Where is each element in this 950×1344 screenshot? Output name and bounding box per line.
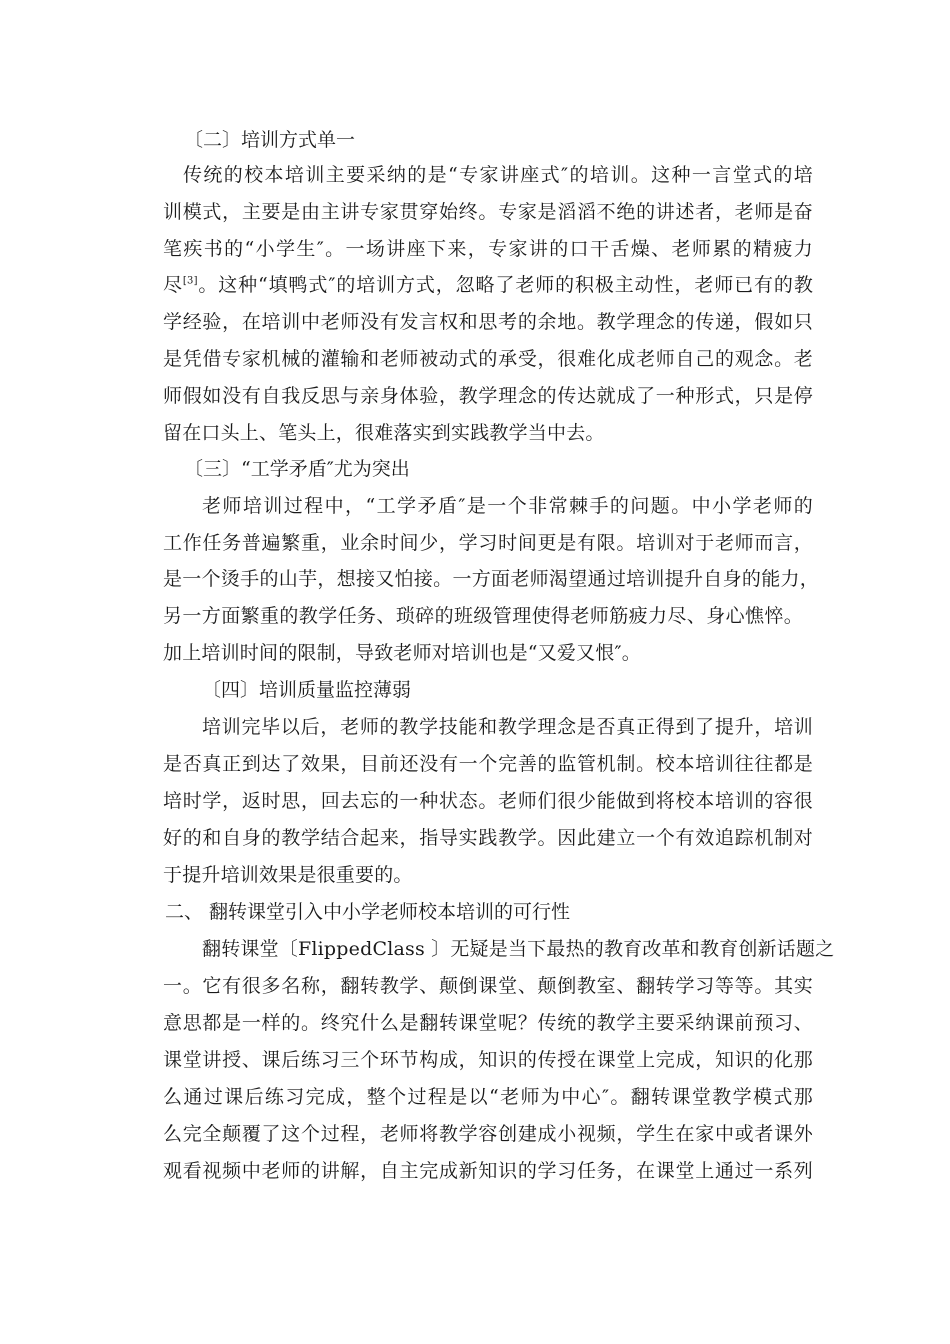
chapter-heading: 二、 翻转课堂引入中小学老师校本培训的可行性 (165, 901, 571, 923)
section-heading: 〔三〕“工学矛盾″尤为突出 (184, 458, 410, 480)
paragraph-line: 观看视频中老师的讲解，自主完成新知识的学习任务，在课堂上通过一系列 (163, 1160, 813, 1182)
paragraph-line: 传统的校本培训主要采纳的是“专家讲座式″的培训。这种一言堂式的培 (183, 164, 813, 186)
paragraph-line: 留在口头上、笔头上，很难落实到实践教学当中去。 (163, 422, 605, 444)
section-heading: 〔四〕培训质量监控薄弱 (202, 679, 412, 701)
paragraph-line: 是凭借专家机械的灌输和老师被动式的承受，很难化成老师自己的观念。老 (163, 348, 813, 370)
paragraph-line: 工作任务普遍繁重，业余时间少，学习时间更是有限。培训对于老师而言， (163, 532, 813, 554)
paragraph-line: 是否真正到达了效果，目前还没有一个完善的监管机制。校本培训往往都是 (163, 753, 813, 775)
paragraph-line: 另一方面繁重的教学任务、琐碎的班级管理使得老师筋疲力尽、身心憔悴。 (163, 605, 803, 627)
paragraph-line: 学经验，在培训中老师没有发言权和思考的余地。教学理念的传递，假如只 (163, 311, 813, 333)
paragraph-line: 翻转课堂〔FlippedClass 〕无疑是当下最热的教育改革和教育创新话题之 (202, 938, 835, 960)
paragraph-line: 师假如没有自我反思与亲身体验，教学理念的传达就成了一种形式，只是停 (163, 385, 813, 407)
paragraph-line: 一。它有很多名称，翻转教学、颠倒课堂、颠倒教室、翻转学习等等。其实 (163, 975, 813, 997)
paragraph-line: 于提升培训效果是很重要的。 (163, 864, 413, 886)
paragraph-line: 么通过课后练习完成，整个过程是以“老师为中心″。翻转课堂教学模式那 (163, 1086, 813, 1108)
paragraph-line: 是一个烫手的山芋，想接又怕接。一方面老师渴望通过培训提升自身的能力， (163, 568, 819, 590)
paragraph-line: 么完全颠覆了这个过程，老师将教学容创建成小视频，学生在家中或者课外 (163, 1123, 813, 1145)
paragraph-line: 培训完毕以后，老师的教学技能和教学理念是否真正得到了提升，培训 (202, 716, 813, 738)
citation-ref: [3] (182, 275, 198, 287)
line-sep: 。 (197, 274, 219, 296)
paragraph-line-with-citation (163, 273, 813, 297)
line-text: 这种“填鸭式″的培训方式，忽略了老师的积极主动性，老师已有的教 (218, 274, 814, 296)
paragraph-line: 培时学，返时思，回去忘的一种状态。老师们很少能做到将校本培训的容很 (163, 790, 813, 812)
section-heading: 〔二〕培训方式单一 (184, 129, 356, 151)
paragraph-line: 课堂讲授、课后练习三个环节构成，知识的传授在课堂上完成，知识的化那 (163, 1049, 813, 1071)
paragraph-line: 好的和自身的教学结合起来，指导实践教学。因此建立一个有效追踪机制对 (163, 827, 813, 849)
paragraph-line: 加上培训时间的限制，导致老师对培训也是“又爱又恨″。 (163, 642, 642, 664)
line-prefix: 尽 (163, 274, 183, 296)
paragraph-line: 训模式，主要是由主讲专家贯穿始终。专家是滔滔不绝的讲述者，老师是奋 (163, 201, 813, 223)
paragraph-line: 意思都是一样的。终究什么是翻转课堂呢？传统的教学主要采纳课前预习、 (163, 1012, 813, 1034)
paragraph-line: 笔疾书的“小学生″。一场讲座下来，专家讲的口干舌燥、老师累的精疲力 (163, 238, 813, 260)
paragraph-line: 老师培训过程中，“工学矛盾″是一个非常棘手的问题。中小学老师的 (202, 495, 813, 517)
